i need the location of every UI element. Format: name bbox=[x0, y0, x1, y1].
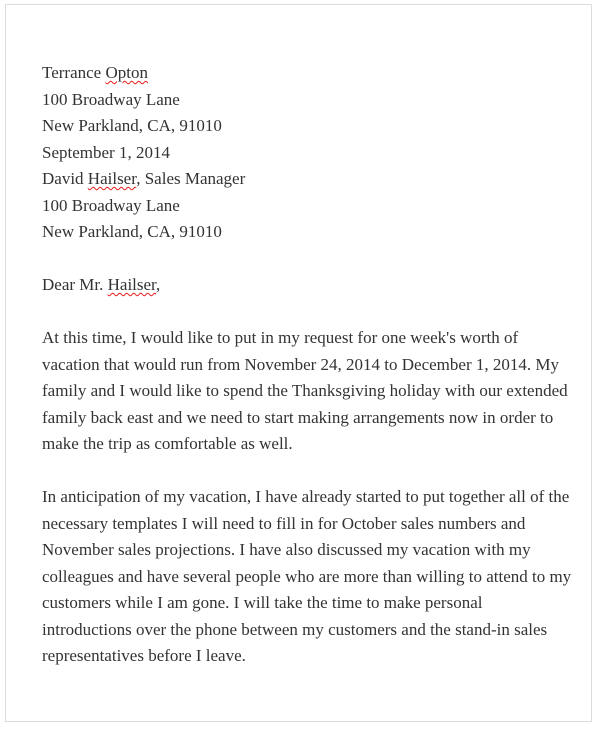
salutation-pre: Dear Mr. bbox=[42, 275, 108, 294]
sender-recipient-block bbox=[42, 60, 562, 246]
salutation-block bbox=[42, 272, 562, 299]
paragraph-line: At this time, I would like to put in my request for one week's worth of bbox=[42, 328, 519, 347]
letter-page bbox=[5, 4, 592, 722]
paragraph-line: necessary templates I will need to fill in for October sales numbers and bbox=[42, 513, 526, 533]
paragraph-line: family and I would like to spend the Thanksgiving holiday with our extended bbox=[42, 381, 568, 400]
paragraph-line: vacation that would run from November 24, 2014 to December 1, 2014. My bbox=[42, 354, 559, 374]
recipient-city-line: New Parkland, CA, 91010 bbox=[42, 222, 222, 241]
body-paragraph-2 bbox=[42, 484, 572, 670]
paragraph-line: In anticipation of my vacation, I have already started to put together all of the bbox=[42, 487, 570, 506]
misspelled-word: Hailser bbox=[87, 169, 137, 188]
misspelled-word: Opton bbox=[105, 63, 148, 82]
recipient-name-pre: David bbox=[42, 169, 88, 188]
body-paragraph-1 bbox=[42, 325, 568, 458]
sender-city-line: New Parkland, CA, 91010 bbox=[42, 116, 222, 135]
letter-content bbox=[6, 5, 592, 696]
salutation-line bbox=[42, 272, 562, 299]
paragraph-line: representatives before I leave. bbox=[42, 646, 246, 665]
paragraph-line: customers while I am gone. I will take the time to make personal bbox=[42, 593, 483, 612]
salutation-post: , bbox=[156, 275, 161, 294]
recipient-name-line bbox=[42, 166, 562, 193]
paragraph-line: make the trip as comfortable as well. bbox=[42, 434, 293, 453]
date-line: September 1, 2014 bbox=[42, 142, 170, 162]
sender-name-line bbox=[42, 60, 562, 87]
paragraph-line: colleagues and have several people who are more than willing to attend to my bbox=[42, 566, 572, 586]
sender-name-pre: Terrance bbox=[42, 63, 106, 82]
misspelled-word: Hailser bbox=[107, 275, 157, 294]
paragraph-line: November sales projections. I have also discussed my vacation with my bbox=[42, 540, 531, 559]
recipient-title: , Sales Manager bbox=[136, 169, 246, 188]
sender-address-line: 100 Broadway Lane bbox=[42, 89, 180, 109]
paragraph-line: family back east and we need to start making arrangements now in order to bbox=[42, 407, 554, 427]
recipient-address-line: 100 Broadway Lane bbox=[42, 195, 180, 215]
paragraph-line: introductions over the phone between my customers and the stand-in sales bbox=[42, 619, 548, 639]
